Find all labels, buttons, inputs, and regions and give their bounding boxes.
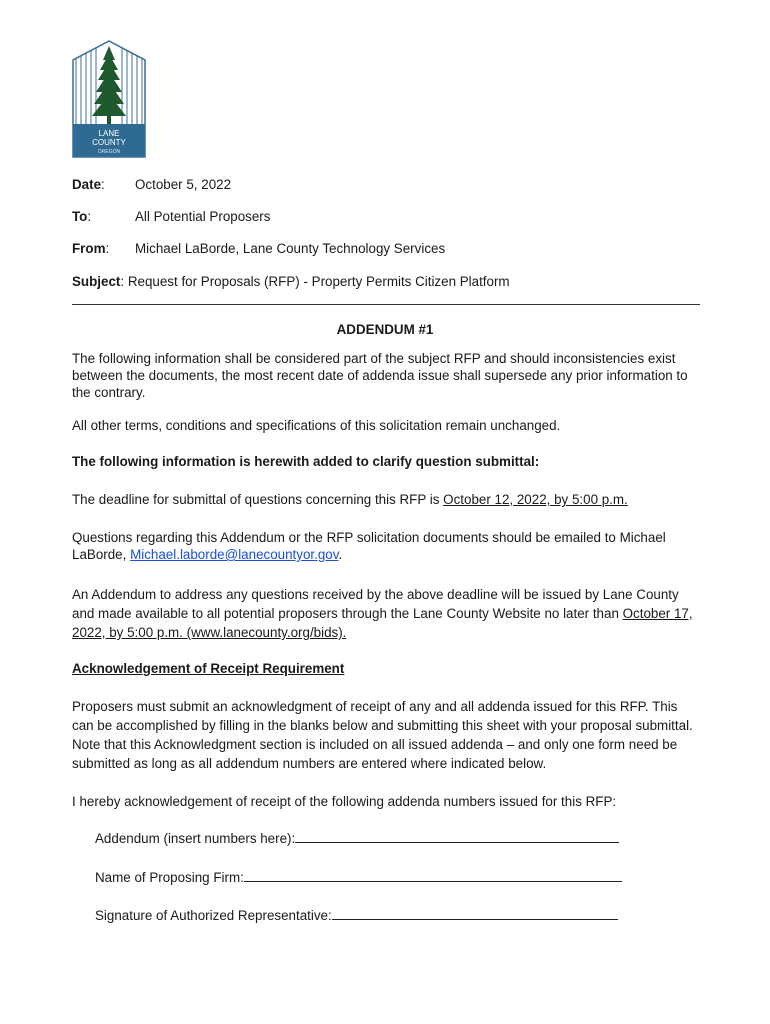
deadline-value: October 12, 2022, by 5:00 p.m. [443, 492, 628, 507]
logo-line1: LANE [98, 129, 120, 138]
addendum-numbers-field: Addendum (insert numbers here): [95, 829, 619, 846]
logo-line2: COUNTY [92, 138, 126, 147]
acknowledgement-body: Proposers must submit an acknowledgment of receipt of any and all addenda issued for this RFP. This can be accomplished by filling in the blanks below and submitting this sheet with your proposal submittal. Note that this Acknowledgment section is included on all issued addenda – and only one form need be submitted as long as all addendum numbers are entered where indicated below. [72, 699, 693, 771]
proposing-firm-blank[interactable] [244, 868, 622, 882]
date-value: October 5, 2022 [135, 177, 232, 192]
to-row: To: [72, 209, 92, 224]
from-value: Michael LaBorde, Lane County Technology Services [135, 241, 446, 256]
signature-blank[interactable] [332, 906, 618, 920]
questions-paragraph: Questions regarding this Addendum or the RFP solicitation documents should be emailed to Michael LaBorde, Michael.laborde@lanecountyor.gov. [72, 530, 666, 562]
subject-row: Subject: Request for Proposals (RFP) - Property Permits Citizen Platform [72, 274, 510, 289]
subject-value: Request for Proposals (RFP) - Property Permits Citizen Platform [127, 274, 510, 289]
date-label: Date [72, 177, 102, 192]
deadline-paragraph: The deadline for submittal of questions concerning this RFP is October 12, 2022, by 5:00 p.m. [72, 492, 628, 507]
answer-paragraph: An Addendum to address any questions received by the above deadline will be issued by Lane County and made available to all potential proposers through the Lane County Website no later than October 17, 2022, by 5:00 p.m. (www.lanecounty.org/bids). [72, 587, 693, 640]
addendum-numbers-blank[interactable] [295, 829, 619, 843]
signature-field: Signature of Authorized Representative: [95, 906, 618, 923]
answer-deadline: October 17, 2022, by 5:00 p.m. (www.lanecounty.org/bids). [72, 606, 693, 640]
addendum-title: ADDENDUM #1 [336, 322, 434, 337]
lane-county-logo [72, 40, 146, 158]
date-row: Date: [72, 177, 105, 192]
email-link[interactable]: Michael.laborde@lanecountyor.gov [130, 547, 339, 562]
proposing-firm-field: Name of Proposing Firm: [95, 868, 622, 885]
subject-label: Subject [72, 274, 121, 289]
other-terms: All other terms, conditions and specifications of this solicitation remain unchanged. [72, 418, 561, 433]
clarify-heading: The following information is herewith added to clarify question submittal: [72, 454, 540, 469]
to-label: To [72, 209, 88, 224]
from-row: From: [72, 241, 110, 256]
logo-line3: OREGON [97, 149, 121, 155]
to-value: All Potential Proposers [135, 209, 271, 224]
acknowledgement-heading: Acknowledgement of Receipt Requirement [72, 661, 345, 676]
acknowledgement-statement: I hereby acknowledgement of receipt of the following addenda numbers issued for this RFP: [72, 794, 617, 809]
divider-line [72, 304, 700, 305]
addendum-intro: The following information shall be considered part of the subject RFP and should inconsistencies exist between the documents, the most recent date of addenda issue shall supersede any prior information to the contrary. [72, 351, 688, 400]
from-label: From [72, 241, 106, 256]
